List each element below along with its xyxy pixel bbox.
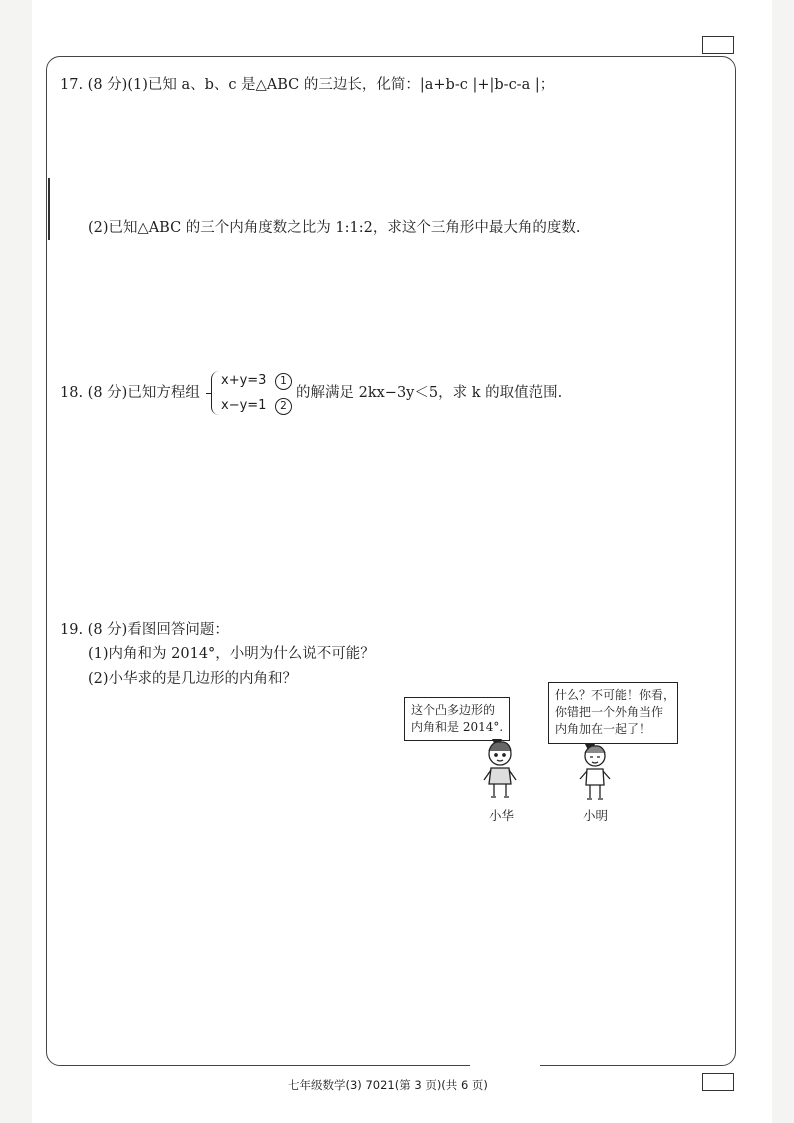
question-18-condition: 的解满足 2kx−3y＜5，求 k 的取值范围. xyxy=(296,385,563,401)
margin-mark xyxy=(48,178,50,240)
xiaohua-figure-icon xyxy=(480,738,520,802)
circled-number-1: 1 xyxy=(275,373,292,390)
equation-2: x−y=1 xyxy=(221,398,267,413)
question-17-part-1: 17. (8 分)(1)已知 a、b、c 是△ABC 的三边长，化简：|a+b-c |+|b-c-a |； xyxy=(60,77,555,93)
speech-line: 这个凸多边形的 xyxy=(411,703,496,717)
page-footer: 七年级数学(3) 7021(第 3 页)(共 6 页) xyxy=(288,1078,488,1092)
circled-number-2: 2 xyxy=(275,398,292,415)
answer-frame xyxy=(46,56,736,1066)
score-box-bottom xyxy=(702,1073,734,1091)
speech-line: 内角和是 2014°. xyxy=(411,720,504,734)
speech-bubble-xiaoming xyxy=(548,682,678,744)
question-18-stem: 18. (8 分)已知方程组 xyxy=(60,385,200,401)
equation-brace xyxy=(211,371,220,415)
equation-1: x+y=3 xyxy=(221,373,267,388)
speech-line: 你错把一个外角当作 xyxy=(555,705,664,719)
question-19-part-1: (1)内角和为 2014°，小明为什么说不可能？ xyxy=(88,646,375,662)
xiaoming-figure-icon xyxy=(575,741,615,805)
speech-line: 内角加在一起了！ xyxy=(555,722,652,736)
frame-gap xyxy=(470,1056,540,1070)
speech-bubble-xiaohua xyxy=(404,697,510,741)
xiaohua-label: 小华 xyxy=(489,808,515,823)
question-19-title: 19. (8 分)看图回答问题： xyxy=(60,622,229,638)
speech-line: 什么？不可能！你看， xyxy=(555,688,676,702)
question-19-part-2: (2)小华求的是几边形的内角和？ xyxy=(88,671,298,687)
question-17-part-2: (2)已知△ABC 的三个内角度数之比为 1:1:2，求这个三角形中最大角的度数. xyxy=(88,220,581,236)
xiaoming-label: 小明 xyxy=(583,808,609,823)
score-box-top xyxy=(702,36,734,54)
